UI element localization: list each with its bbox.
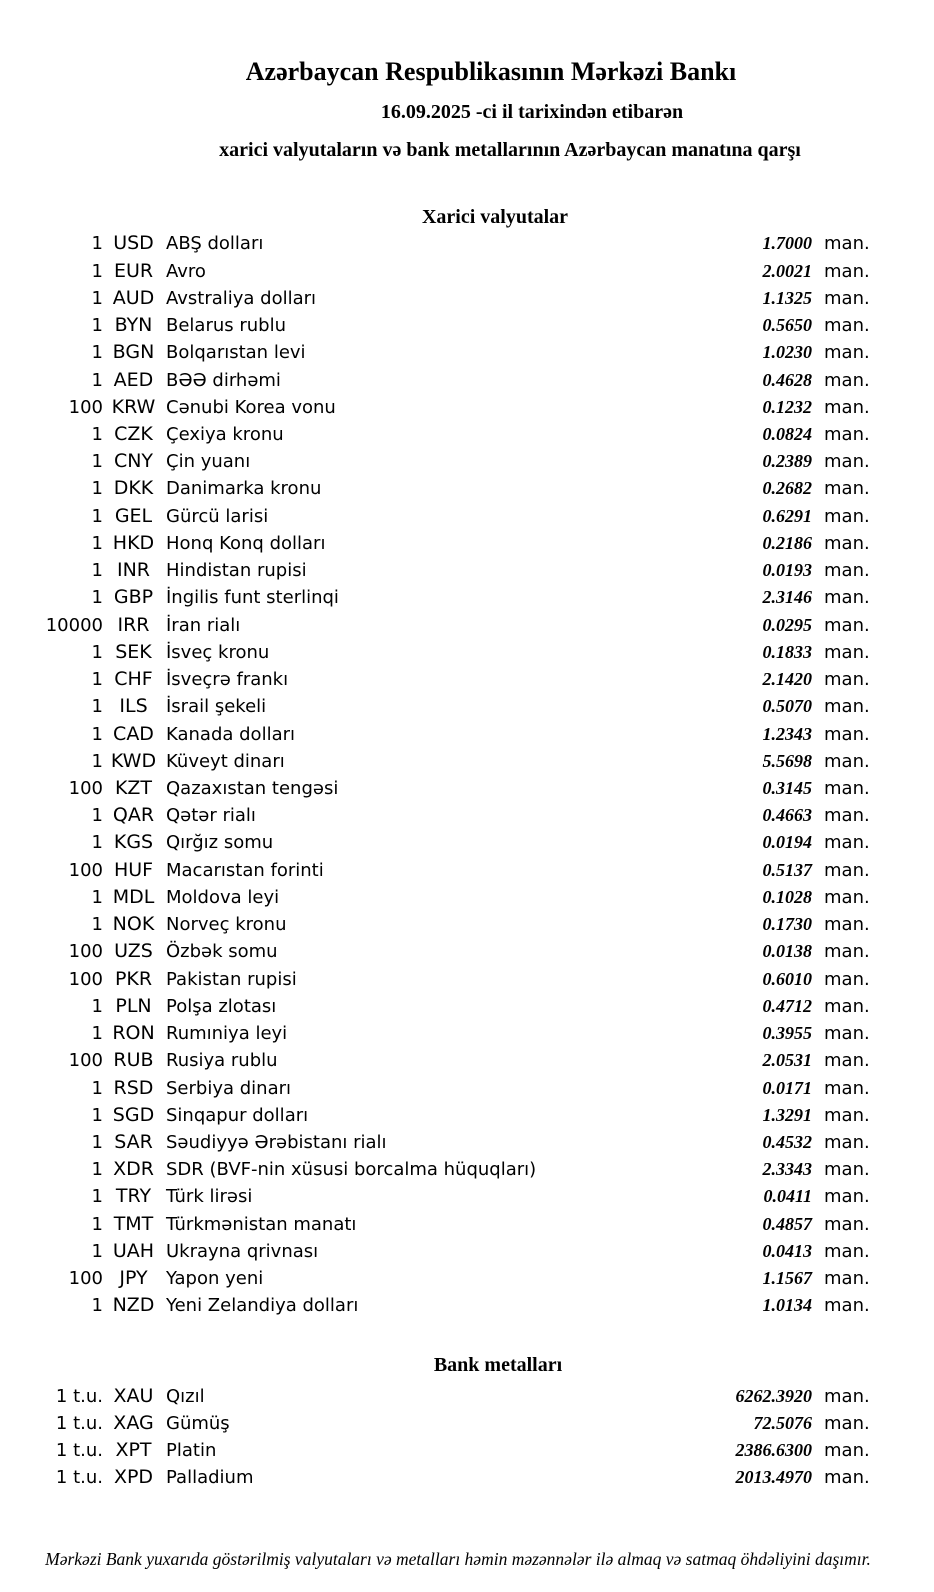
currency-code: KRW: [111, 395, 156, 418]
currency-code: HKD: [112, 531, 155, 554]
currency-name: Bolqarıstan levi: [166, 342, 306, 364]
unit-label: man.: [824, 1186, 870, 1208]
unit-label: man.: [824, 315, 870, 337]
rate-row: [0, 1464, 934, 1491]
rate-row: [0, 748, 934, 775]
currency-name: SDR (BVF-nin xüsusi borcalma hüquqları): [166, 1159, 537, 1181]
rate-value: 0.3955: [762, 1023, 812, 1044]
rate-qty: 1: [91, 1213, 103, 1235]
currency-name: Gürcü larisi: [166, 505, 269, 527]
rate-qty: 1: [91, 451, 103, 473]
rate-row: [0, 884, 934, 911]
currency-code: NOK: [112, 913, 155, 936]
unit-label: man.: [824, 342, 870, 364]
rate-qty: 1 t.u.: [55, 1439, 103, 1461]
currency-code: SEK: [115, 640, 152, 663]
rate-value: 2.0531: [762, 1050, 812, 1071]
rate-row: [0, 394, 934, 421]
rate-value: 0.5650: [762, 315, 812, 336]
currency-code: RSD: [113, 1076, 154, 1099]
currency-code: GBP: [113, 586, 154, 609]
rate-qty: 1: [91, 886, 103, 908]
currency-name: Belarus rublu: [166, 315, 287, 337]
currency-code: CHF: [114, 668, 153, 691]
currency-name: Çin yuanı: [166, 451, 251, 473]
rate-qty: 1: [91, 723, 103, 745]
rate-value: 2.0021: [762, 260, 812, 281]
currency-code: KZT: [114, 777, 153, 799]
rate-row: [0, 285, 934, 312]
rate-qty: 1: [91, 669, 103, 691]
currency-code: RUB: [113, 1049, 154, 1072]
rate-row: [0, 421, 934, 448]
rate-row: [0, 258, 934, 285]
rate-row: [0, 857, 934, 884]
rate-qty: 1: [91, 478, 103, 500]
unit-label: man.: [824, 1077, 870, 1099]
rate-qty: 1: [91, 750, 103, 772]
currency-name: Hindistan rupisi: [166, 560, 307, 582]
currency-name: Avro: [166, 260, 206, 282]
rate-value: 1.1567: [762, 1268, 812, 1289]
rate-row: [0, 1211, 934, 1238]
unit-label: man.: [824, 696, 870, 718]
rate-value: 0.0171: [762, 1077, 812, 1098]
unit-label: man.: [824, 750, 870, 772]
rate-row: [0, 503, 934, 530]
metals-section-title: Bank metalları: [433, 1354, 563, 1376]
rate-value: 1.1325: [762, 287, 812, 308]
footer-disclaimer: Mərkəzi Bank yuxarıda göstərilmiş valyutaları və metalları həmin məzənnələr ilə almaq və satmaq öhdəliyini daşımır.: [45, 1549, 871, 1569]
unit-label: man.: [824, 859, 870, 881]
rate-row: [0, 1156, 934, 1183]
currency-code: SGD: [112, 1103, 155, 1126]
unit-label: man.: [824, 532, 870, 554]
rate-row: [0, 938, 934, 965]
rate-qty: 1: [91, 1159, 103, 1181]
unit-label: man.: [824, 424, 870, 445]
currency-code: DKK: [113, 477, 154, 500]
rate-qty: 1: [91, 315, 103, 337]
rate-value: 2.3343: [762, 1159, 812, 1180]
rate-value: 0.4532: [762, 1131, 812, 1152]
rate-value: 0.4712: [762, 995, 812, 1016]
unit-label: man.: [824, 1240, 870, 1262]
currency-code: TMT: [113, 1212, 154, 1235]
rate-row: [0, 1047, 934, 1074]
unit-label: man.: [824, 1439, 870, 1461]
rate-value: 2013.4970: [735, 1466, 812, 1487]
rate-value: 0.4663: [762, 805, 812, 826]
rate-row: [0, 993, 934, 1020]
rate-qty: 100: [68, 941, 103, 963]
currency-code: NZD: [112, 1294, 155, 1317]
rate-row: [0, 829, 934, 856]
currency-name: İngilis funt sterlinqi: [166, 587, 339, 609]
currency-name: Qətər rialı: [166, 805, 256, 827]
unit-label: man.: [824, 669, 870, 691]
currency-name: Rumıniya leyi: [166, 1023, 288, 1045]
unit-label: man.: [824, 396, 870, 418]
rate-row: [0, 367, 934, 394]
currency-code: HUF: [113, 858, 154, 881]
rate-qty: 1: [91, 587, 103, 609]
unit-label: man.: [824, 805, 870, 827]
rate-qty: 100: [68, 396, 103, 418]
currency-code: UZS: [114, 940, 153, 963]
currency-name: Yeni Zelandiya dolları: [166, 1295, 359, 1317]
rate-value: 0.1028: [762, 886, 812, 907]
currency-name: Türk lirəsi: [166, 1186, 253, 1208]
currency-code: INR: [116, 559, 151, 582]
unit-label: man.: [824, 1385, 870, 1407]
rate-row: [0, 1102, 934, 1129]
rate-qty: 1: [91, 1240, 103, 1262]
unit-label: man.: [824, 1050, 870, 1072]
rate-row: [0, 1292, 934, 1319]
unit-label: man.: [824, 1104, 870, 1126]
rate-value: 1.0230: [762, 342, 812, 363]
rate-row: [0, 1410, 934, 1437]
currency-name: Sinqapur dolları: [166, 1104, 309, 1126]
rate-value: 0.0138: [762, 941, 812, 962]
currency-code: QAR: [112, 804, 155, 827]
rate-row: [0, 1020, 934, 1047]
rate-value: 0.4857: [762, 1213, 812, 1234]
rate-value: 2.1420: [762, 669, 812, 690]
effective-date-line: 16.09.2025 -ci il tarixindən etibarən: [380, 101, 684, 123]
currency-name: Qazaxıstan tengəsi: [166, 778, 339, 799]
currency-code: MDL: [112, 885, 155, 908]
rate-qty: 1: [91, 914, 103, 936]
rate-value: 1.0134: [762, 1295, 812, 1316]
unit-label: man.: [824, 641, 870, 663]
rate-qty: 1: [91, 342, 103, 364]
rate-qty: 1: [91, 641, 103, 663]
rate-value: 0.0295: [762, 614, 812, 635]
currency-name: ABŞ dolları: [166, 233, 264, 255]
unit-label: man.: [824, 614, 870, 636]
rate-value: 1.3291: [762, 1104, 812, 1125]
unit-label: man.: [824, 587, 870, 609]
rate-value: 0.0824: [762, 424, 812, 444]
rate-qty: 100: [68, 1268, 103, 1290]
bank-title: Azərbaycan Respublikasının Mərkəzi Bankı: [245, 57, 737, 86]
unit-label: man.: [824, 995, 870, 1017]
currency-name: Yapon yeni: [166, 1268, 264, 1290]
currency-code: ILS: [119, 695, 148, 718]
rate-value: 0.1232: [762, 396, 812, 417]
rate-row: [0, 1238, 934, 1265]
currency-name: Palladium: [166, 1466, 254, 1488]
currency-code: SAR: [114, 1130, 153, 1153]
currency-code: AUD: [112, 286, 155, 309]
rate-value: 0.6291: [762, 505, 812, 526]
currency-code: IRR: [117, 613, 150, 636]
rate-qty: 1: [91, 424, 103, 445]
unit-label: man.: [824, 1466, 870, 1488]
currency-name: İsveçrə frankı: [166, 669, 289, 691]
unit-label: man.: [824, 1213, 870, 1235]
currency-name: Cənubi Korea vonu: [166, 396, 336, 418]
unit-label: man.: [824, 1159, 870, 1181]
currency-code: XAG: [113, 1411, 154, 1434]
unit-label: man.: [824, 914, 870, 936]
rate-row: [0, 557, 934, 584]
rate-qty: 1 t.u.: [55, 1385, 103, 1407]
currency-code: PKR: [114, 967, 153, 990]
rate-row: [0, 693, 934, 720]
currency-code: GEL: [114, 504, 153, 527]
rate-row: [0, 1265, 934, 1292]
unit-label: man.: [824, 1131, 870, 1153]
currency-name: Polşa zlotası: [166, 995, 277, 1017]
rate-qty: 1: [91, 1077, 103, 1099]
currency-name: Gümüş: [166, 1412, 230, 1434]
rate-qty: 1: [91, 260, 103, 282]
rate-value: 0.5137: [762, 859, 812, 880]
unit-label: man.: [824, 233, 870, 255]
rate-row: [0, 339, 934, 366]
currency-name: Özbək somu: [166, 941, 278, 963]
rate-row: [0, 584, 934, 611]
currency-code: BYN: [114, 314, 153, 337]
rate-qty: 1: [91, 696, 103, 718]
rate-qty: 1: [91, 1023, 103, 1045]
unit-label: man.: [824, 505, 870, 527]
rate-qty: 1: [91, 369, 103, 391]
rate-value: 0.2682: [762, 478, 812, 499]
rate-row: [0, 1383, 934, 1410]
currency-code: XDR: [113, 1158, 154, 1181]
rate-qty: 1: [91, 532, 103, 554]
rate-qty: 100: [68, 1050, 103, 1072]
rate-row: [0, 1437, 934, 1464]
rate-value: 0.0193: [762, 560, 812, 581]
currency-code: USD: [113, 232, 154, 255]
rate-qty: 10000: [45, 614, 103, 636]
currency-code: PLN: [115, 994, 152, 1017]
currency-code: XAU: [113, 1384, 154, 1407]
unit-label: man.: [824, 560, 870, 582]
unit-label: man.: [824, 369, 870, 391]
currency-code: RON: [112, 1022, 155, 1045]
currency-name: Kanada dolları: [166, 723, 296, 745]
currency-name: Danimarka kronu: [166, 478, 322, 500]
rate-row: [0, 530, 934, 557]
rate-row: [0, 966, 934, 993]
unit-label: man.: [824, 941, 870, 963]
rate-qty: 1: [91, 805, 103, 827]
rate-qty: 1: [91, 287, 103, 309]
unit-label: man.: [824, 1268, 870, 1290]
rate-value: 0.6010: [762, 968, 812, 989]
currency-code: KWD: [110, 749, 157, 772]
currency-name: Macarıstan forinti: [166, 859, 324, 881]
rate-qty: 1 t.u.: [55, 1466, 103, 1488]
rate-qty: 1: [91, 233, 103, 255]
rate-value: 2386.6300: [735, 1439, 812, 1460]
rate-row: [0, 448, 934, 475]
rate-qty: 1: [91, 1295, 103, 1317]
currency-name: Küveyt dinarı: [166, 750, 285, 772]
rate-qty: 1: [91, 1131, 103, 1153]
rate-row: [0, 666, 934, 693]
currency-code: UAH: [112, 1239, 155, 1262]
rate-qty: 1: [91, 832, 103, 854]
rate-value: 0.1833: [762, 641, 812, 662]
rate-qty: 100: [68, 778, 103, 799]
unit-label: man.: [824, 968, 870, 990]
unit-label: man.: [824, 886, 870, 908]
rate-qty: 1 t.u.: [55, 1412, 103, 1434]
rate-value: 0.0413: [762, 1240, 812, 1261]
rate-value: 5.5698: [762, 750, 812, 771]
rate-value: 0.2186: [762, 532, 812, 553]
rate-value: 0.0194: [762, 832, 812, 853]
unit-label: man.: [824, 478, 870, 500]
currency-code: CAD: [113, 722, 154, 745]
unit-label: man.: [824, 1023, 870, 1045]
currency-name: Serbiya dinarı: [166, 1077, 291, 1099]
currency-name: Norveç kronu: [166, 914, 287, 936]
currency-code: CNY: [113, 450, 154, 473]
rate-value: 2.3146: [762, 587, 812, 608]
currency-name: Türkmənistan manatı: [166, 1213, 357, 1235]
unit-label: man.: [824, 260, 870, 282]
unit-label: man.: [824, 1412, 870, 1434]
rate-qty: 1: [91, 1104, 103, 1126]
rate-value: 0.1730: [762, 914, 812, 935]
unit-label: man.: [824, 1295, 870, 1317]
currency-name: Səudiyyə Ərəbistanı rialı: [166, 1131, 387, 1153]
rate-value: 1.7000: [762, 233, 812, 254]
currency-name: Platin: [166, 1439, 217, 1461]
currency-code: KGS: [113, 831, 154, 854]
rate-row: [0, 612, 934, 639]
rate-row: [0, 802, 934, 829]
currency-name: Qırğız somu: [166, 832, 274, 854]
unit-label: man.: [824, 287, 870, 309]
rate-qty: 1: [91, 995, 103, 1017]
unit-label: man.: [824, 723, 870, 745]
rate-value: 0.5070: [762, 696, 812, 717]
currency-code: XPT: [115, 1438, 152, 1461]
rate-row: [0, 1129, 934, 1156]
rate-value: 0.3145: [762, 778, 812, 798]
rate-qty: 1: [91, 560, 103, 582]
rate-value: 6262.3920: [735, 1385, 812, 1406]
currency-name: İsrail şekeli: [166, 696, 267, 718]
rate-qty: 1: [91, 505, 103, 527]
currency-name: Qızıl: [166, 1385, 205, 1407]
currency-code: CZK: [114, 423, 153, 445]
unit-label: man.: [824, 778, 870, 799]
currency-code: AED: [113, 368, 154, 391]
rate-value: 1.2343: [762, 723, 812, 744]
rate-qty: 1: [91, 1186, 103, 1208]
currency-name: Ukrayna qrivnası: [166, 1240, 319, 1262]
rate-value: 0.2389: [762, 451, 812, 472]
rate-row: [0, 230, 934, 257]
rate-value: 0.4628: [762, 369, 812, 390]
rate-row: [0, 775, 934, 802]
rate-row: [0, 312, 934, 339]
currency-code: XPD: [113, 1465, 154, 1488]
currency-name: İran rialı: [166, 614, 241, 636]
rate-qty: 100: [68, 968, 103, 990]
currency-name: İsveç kronu: [166, 641, 270, 663]
rate-qty: 100: [68, 859, 103, 881]
currency-code: JPY: [119, 1267, 148, 1290]
currency-name: Pakistan rupisi: [166, 968, 297, 990]
unit-label: man.: [824, 451, 870, 473]
currency-name: Moldova leyi: [166, 886, 280, 908]
currency-name: Çexiya kronu: [166, 424, 284, 445]
currency-name: Honq Konq dolları: [166, 532, 326, 554]
currency-name: Rusiya rublu: [166, 1050, 278, 1072]
currency-name: BƏƏ dirhəmi: [166, 369, 281, 391]
currency-code: TRY: [115, 1185, 152, 1208]
rate-value: 72.5076: [753, 1412, 812, 1433]
currency-name: Avstraliya dolları: [166, 287, 317, 309]
rate-row: [0, 475, 934, 502]
rate-row: [0, 721, 934, 748]
currencies-section-title: Xarici valyutalar: [421, 206, 569, 228]
document-subtitle: xarici valyutaların və bank metallarının Azərbaycan manatına qarşı: [219, 139, 801, 161]
currency-code: BGN: [112, 341, 155, 364]
currency-code: EUR: [113, 259, 154, 282]
rate-row: [0, 1183, 934, 1210]
rate-row: [0, 1075, 934, 1102]
rate-row: [0, 911, 934, 938]
unit-label: man.: [824, 832, 870, 854]
rate-value: 0.0411: [763, 1186, 812, 1207]
rate-row: [0, 639, 934, 666]
